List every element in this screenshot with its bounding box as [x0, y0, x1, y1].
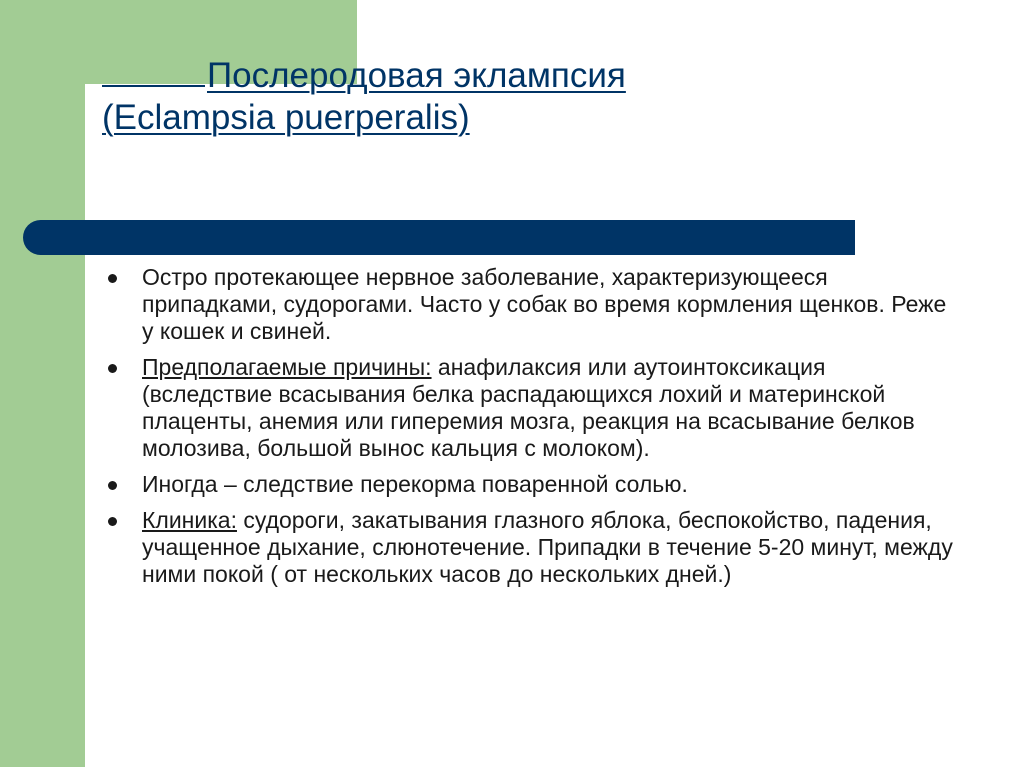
bullet-dot-icon [108, 517, 117, 526]
title-line-2: (Eclampsia puerperalis) [102, 98, 470, 137]
bullet-dot-icon [108, 481, 117, 490]
slide-title [102, 55, 802, 139]
bullet-lead: Предполагаемые причины: [142, 354, 432, 380]
bullet-item-salt [100, 471, 960, 498]
bullet-item-clinic [100, 507, 960, 588]
bullet-text: Остро протекающее нервное заболевание, характеризующееся припадками, судорогами. Часто у собак во время кормления щенков. Реже у кошек и свиней. [142, 264, 947, 344]
left-green-band [0, 0, 85, 767]
bullet-item-definition [100, 264, 960, 345]
bullet-dot-icon [108, 274, 117, 283]
bullet-dot-icon [108, 364, 117, 373]
title-indent-underline [102, 55, 205, 87]
title-divider-bar [23, 220, 855, 255]
bullet-lead: Клиника: [142, 507, 237, 533]
bullet-text: Иногда – следствие перекорма поваренной солью. [142, 471, 688, 497]
title-line-1: Послеродовая эклампсия [207, 56, 626, 95]
bullet-text: анафилаксия или аутоинтоксикация (вследствие всасывания белка распадающихся лохий и материнской плаценты, анемия или гиперемия мозга, реакция на всасывание белков молозива, большой вынос кальция с молоком). [142, 354, 915, 461]
bullet-item-causes [100, 354, 960, 462]
bullet-list [100, 264, 960, 597]
bullet-text: судороги, закатывания глазного яблока, беспокойство, падения, учащенное дыхание, слюнотечение. Припадки в течение 5-20 минут, между ними покой ( от нескольких часов до нескольких дней.) [142, 507, 953, 587]
